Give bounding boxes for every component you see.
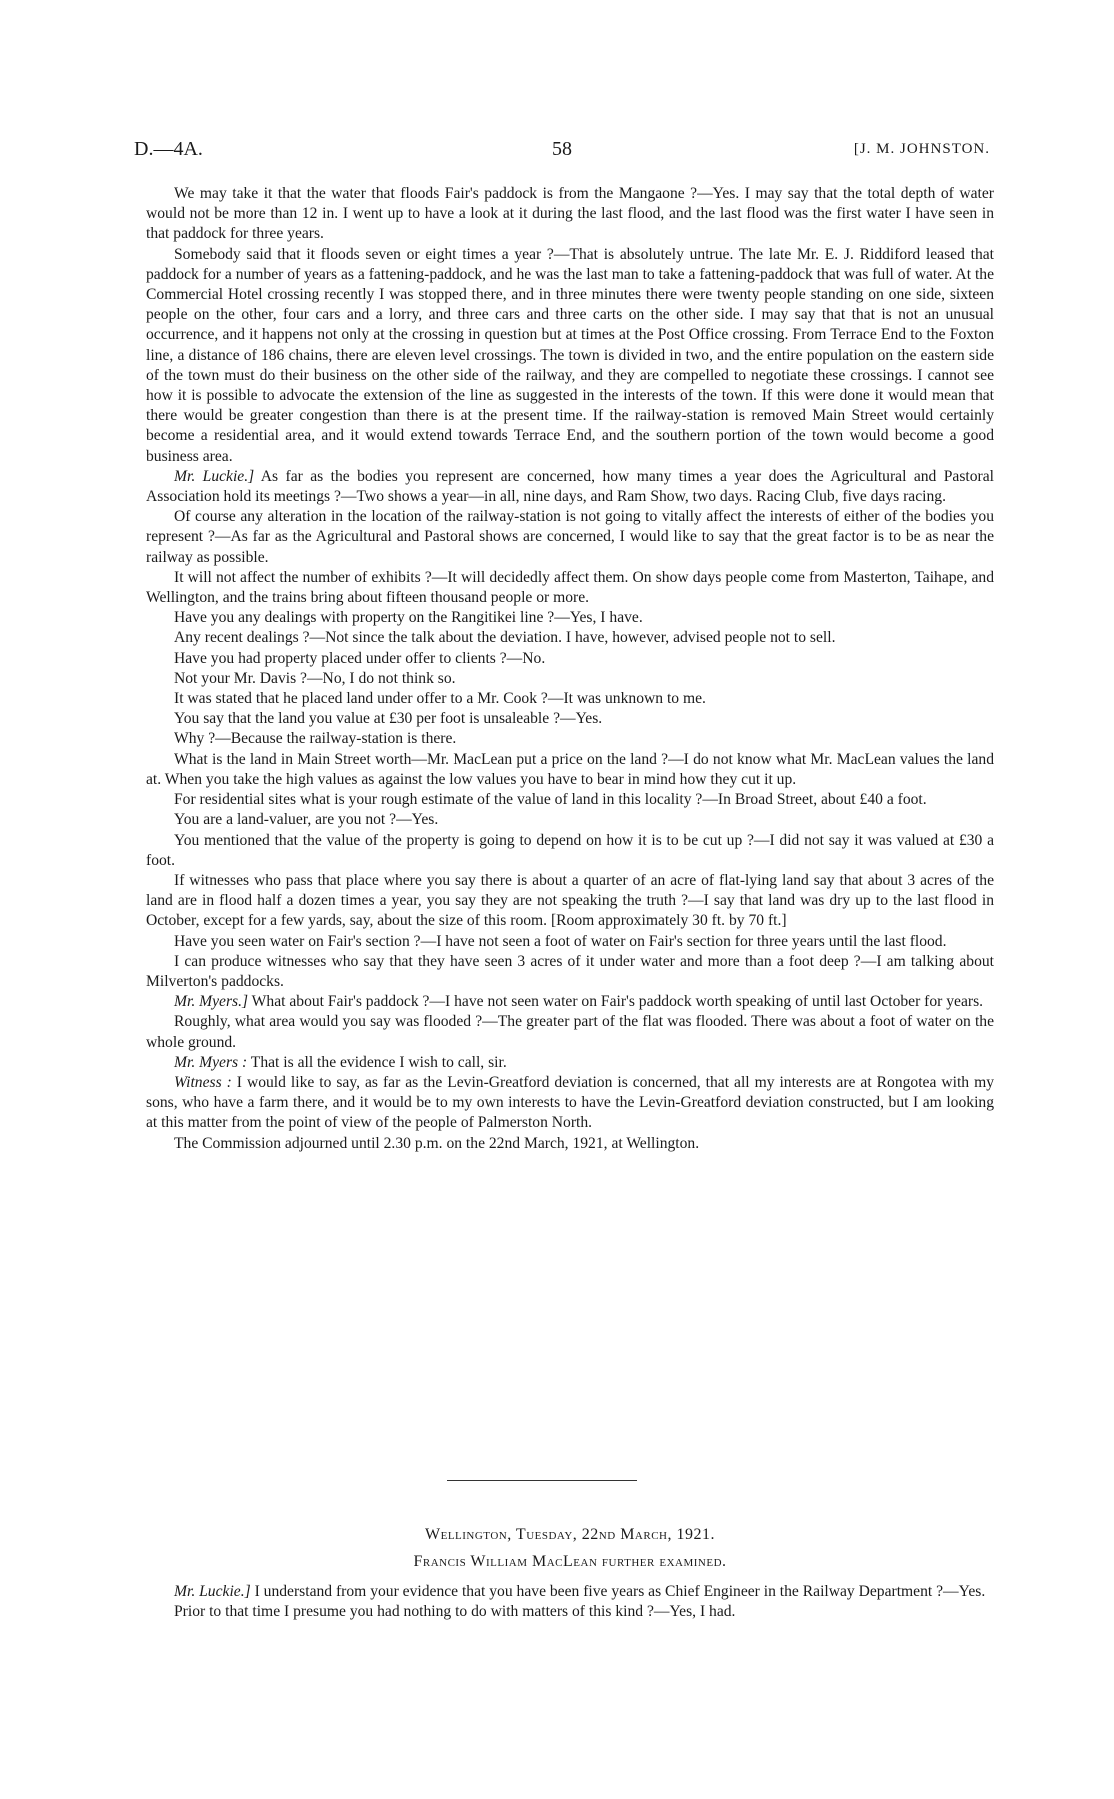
paragraph-text: Have you any dealings with property on the Rangitikei line ?—Yes, I have.	[174, 609, 643, 627]
paragraph-text: What about Fair's paddock ?—I have not seen water on Fair's paddock worth speaking of until last October for years.	[248, 993, 984, 1011]
paragraph-text: Have you seen water on Fair's section ?—I have not seen a foot of water on Fair's section for three years until the last flood.	[174, 932, 947, 950]
evidence-paragraph	[146, 992, 994, 1012]
evidence-paragraph	[146, 507, 994, 568]
continued-evidence	[146, 1582, 994, 1622]
paragraph-text: You say that the land you value at £30 per foot is unsaleable ?—Yes.	[174, 710, 603, 728]
paragraph-text: That is all the evidence I wish to call, sir.	[247, 1053, 507, 1071]
evidence-paragraph	[146, 1053, 994, 1073]
evidence-paragraph	[146, 467, 994, 507]
evidence-paragraph	[146, 1582, 994, 1602]
paragraph-text: What is the land in Main Street worth—Mr. MacLean put a price on the land ?—I do not know what Mr. MacLean values the land at. When you take the high values as against the low values you have to bear in mind how they cut it up.	[146, 750, 994, 788]
evidence-paragraph	[146, 628, 994, 648]
speaker-label: Mr. Myers.]	[174, 993, 249, 1011]
evidence-paragraph	[146, 649, 994, 669]
evidence-paragraph	[146, 1134, 994, 1154]
evidence-paragraph	[146, 568, 994, 608]
speaker-label: Mr. Luckie.]	[174, 1583, 251, 1600]
witness-heading: Francis William MacLean further examined.	[413, 1553, 727, 1570]
evidence-paragraph	[146, 669, 994, 689]
paragraph-text: You mentioned that the value of the property is going to depend on how it is to be cut up ?—I did not say it was valued at £30 a foot.	[146, 831, 994, 869]
paragraph-text: You are a land-valuer, are you not ?—Yes.	[174, 811, 439, 829]
paragraph-text: I understand from your evidence that you have been five years as Chief Engineer in the Railway Department ?—Yes.	[250, 1583, 986, 1600]
page-header	[134, 134, 990, 164]
evidence-paragraph	[146, 729, 994, 749]
paragraph-text: I would like to say, as far as the Levin-Greatford deviation is concerned, that all my interests are at Rongotea with my sons, who have a farm there, and it would be to my own interests to have the Levin-Greatford deviation constructed, but I am looking at this matter from the point of view of the people of Palmerston North.	[146, 1073, 994, 1132]
evidence-paragraph	[146, 709, 994, 729]
document-reference: D.—4A.	[134, 138, 203, 160]
evidence-paragraph	[146, 790, 994, 810]
paragraph-text: We may take it that the water that floods Fair's paddock is from the Mangaone ?—Yes. I may say that the total depth of water would not be more than 12 in. I went up to have a look at it during the last flood, and the last flood was the first water I have seen in that paddock for three years.	[146, 185, 994, 243]
paragraph-text: Of course any alteration in the location of the railway-station is not going to vitally affect the interests of either of the bodies you represent ?—As far as the Agricultural and Pastoral shows are concerned, I would like to say that the great factor is to be as near the railway as possible.	[146, 508, 994, 566]
paragraph-text: Roughly, what area would you say was flooded ?—The greater part of the flat was flooded. There was about a foot of water on the whole ground.	[146, 1013, 994, 1051]
evidence-paragraph	[146, 608, 994, 628]
evidence-paragraph	[146, 932, 994, 952]
session-dateline: Wellington, Tuesday, 22nd March, 1921.	[425, 1526, 715, 1543]
speaker-label: Mr. Myers :	[174, 1053, 248, 1071]
paragraph-text: Have you had property placed under offer to clients ?—No.	[174, 649, 546, 667]
paragraph-text: For residential sites what is your rough estimate of the value of land in this locality ?—In Broad Street, about £40 a foot.	[174, 791, 927, 809]
page-number: 58	[552, 138, 572, 160]
evidence-paragraph	[146, 1073, 994, 1134]
evidence-paragraph	[146, 810, 994, 830]
evidence-paragraph	[146, 1602, 994, 1622]
evidence-body	[146, 184, 994, 1154]
paragraph-text: As far as the bodies you represent are concerned, how many times a year does the Agricultural and Pastoral Association hold its meetings ?—Two shows a year—in all, nine days, and Ram Show, two days. Racing Club, five days racing.	[146, 467, 994, 506]
evidence-paragraph	[146, 831, 994, 871]
witness-running-head: [J. M. JOHNSTON.	[853, 141, 990, 157]
evidence-paragraph	[146, 1012, 994, 1052]
evidence-paragraph	[146, 689, 994, 709]
section-divider	[447, 1480, 637, 1481]
paragraph-text: Not your Mr. Davis ?—No, I do not think so.	[174, 669, 456, 687]
paragraph-text: It was stated that he placed land under offer to a Mr. Cook ?—It was unknown to me.	[174, 690, 706, 708]
paragraph-text: The Commission adjourned until 2.30 p.m. on the 22nd March, 1921, at Wellington.	[174, 1134, 700, 1152]
speaker-label: Witness :	[174, 1073, 232, 1091]
paragraph-text: Why ?—Because the railway-station is there.	[174, 730, 457, 748]
paragraph-text: Prior to that time I presume you had nothing to do with matters of this kind ?—Yes, I had.	[174, 1603, 736, 1621]
paragraph-text: If witnesses who pass that place where you say there is about a quarter of an acre of flat-lying land say that about 3 acres of the land are in flood half a dozen times a year, you say they are not speaking the truth ?—I say that land was dry up to the last flood in October, except for a few yards, say, about the size of this room. [Room approximately 30 ft. by 70 ft.]	[146, 871, 994, 930]
paragraph-text: Somebody said that it floods seven or eight times a year ?—That is absolutely untrue. The late Mr. E. J. Riddiford leased that paddock for a number of years as a fattening-paddock, and he was the last man to take a fattening-paddock that was full of water. At the Commercial Hotel crossing recently I was stopped there, and in three minutes there were twenty people standing on one side, sixteen people on the other, four cars and a lorry, and three cars and three carts on the other side. I may say that that is not an unusual occurrence, and it happens not only at the crossing in question but at times at the Post Office crossing. From Terrace End to the Foxton line, a distance of 186 chains, there are eleven level crossings. The town is divided in two, and the entire population on the eastern side of the town must do their business on the other side of the railway, and they are compelled to negotiate these crossings. I cannot see how it is possible to advocate the extension of the line as suggested in the interests of the town. If this were done it would mean that there would be greater congestion than there is at the present time. If the railway-station is removed Main Street would certainly become a residential area, and it would extend towards Terrace End, and the southern portion of the town would become a good business area.	[146, 245, 994, 465]
evidence-paragraph	[146, 245, 994, 467]
paragraph-text: Any recent dealings ?—Not since the talk about the deviation. I have, however, advised people not to sell.	[174, 629, 836, 647]
evidence-paragraph	[146, 952, 994, 992]
speaker-label: Mr. Luckie.]	[174, 467, 255, 485]
paragraph-text: I can produce witnesses who say that they have seen 3 acres of it under water and more than a foot deep ?—I am talking about Milverton's paddocks.	[146, 952, 994, 990]
evidence-paragraph	[146, 750, 994, 790]
evidence-paragraph	[146, 184, 994, 245]
evidence-paragraph	[146, 871, 994, 932]
paragraph-text: It will not affect the number of exhibits ?—It will decidedly affect them. On show days people come from Masterton, Taihape, and Wellington, and the trains bring about fifteen thousand people or more.	[146, 568, 994, 607]
